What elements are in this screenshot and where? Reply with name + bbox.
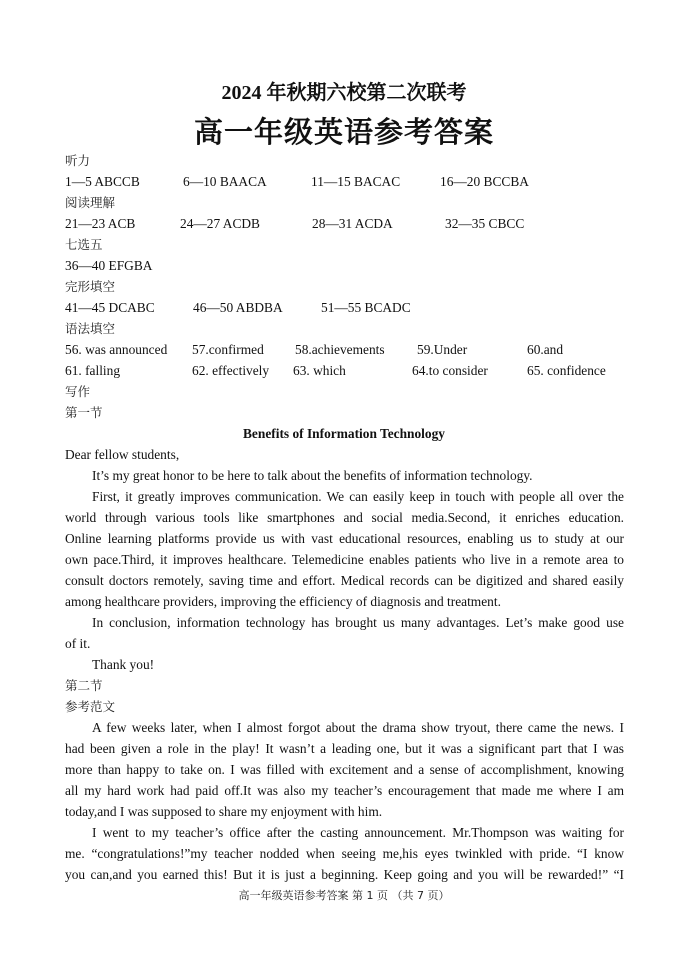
answer: 60.and: [527, 342, 564, 357]
heading-writing: 写作: [65, 384, 91, 399]
answer: 61. falling: [65, 363, 121, 378]
answer-group: 32—35 CBCC: [445, 216, 525, 231]
answer: 57.confirmed: [192, 342, 264, 357]
answer-group: 36—40 EFGBA: [65, 258, 153, 273]
text-line: me. “congratulations!”my teacher nodded when seeing me,his eyes twinkled with pride. “I know: [65, 846, 624, 861]
heading-listening: 听力: [65, 153, 91, 168]
text-line: today,and I was supposed to share my enjoyment with him.: [65, 804, 383, 819]
heading-reading: 阅读理解: [65, 195, 116, 210]
answer-group: 16—20 BCCBA: [440, 174, 529, 189]
text-line: world through various tools like smartphones and social media.Second, it enriches education.: [65, 510, 624, 525]
closing: Thank you!: [92, 657, 155, 672]
text-line: all my hard work had paid off.It was also my teacher’s encouragement that made me where I am: [65, 783, 624, 798]
text-line: own pace.Third, it improves healthcare. Telemedicine enables patients who live in a remote area to: [65, 552, 624, 567]
text-line: you can,and you earned this! But it is just a beginning. Keep going and you will be rewarded!” “I: [65, 867, 624, 882]
heading-cloze: 完形填空: [65, 279, 116, 294]
text-line: among healthcare providers, improving the efficiency of diagnosis and treatment.: [65, 594, 501, 609]
answer: 59.Under: [417, 342, 468, 357]
answer: 63. which: [293, 363, 346, 378]
answer-group: 11—15 BACAC: [311, 174, 401, 189]
text-line: A few weeks later, when I almost forgot about the drama show tryout, there came the news. I: [92, 720, 624, 735]
answer-group: 28—31 ACDA: [312, 216, 393, 231]
essay-1: [65, 444, 624, 675]
exam-title: 2024 年秋期六校第二次联考: [221, 82, 467, 104]
answer: 62. effectively: [192, 363, 270, 378]
essay-title: Benefits of Information Technology: [243, 426, 445, 441]
text-line: had been given a role in the play! It wasn’t a leading one, but it was a significant part that I was: [65, 741, 624, 756]
text-line: It’s my great honor to be here to talk about the benefits of information technology.: [92, 468, 533, 483]
page-footer: 高一年级英语参考答案 第 1 页 （共 7 页）: [238, 889, 450, 902]
text-line: Online learning platforms provide us with vast educational resources, enabling us to study at our: [65, 531, 624, 546]
heading-grammar: 语法填空: [65, 321, 116, 336]
heading-part1: 第一节: [65, 405, 103, 420]
text-line: First, it greatly improves communication. We can easily keep in touch with people all over the: [92, 489, 624, 504]
answer: 58.achievements: [295, 342, 385, 357]
answer-group: 21—23 ACB: [65, 216, 136, 231]
answer-group: 41—45 DCABC: [65, 300, 155, 315]
answer-group: 24—27 ACDB: [180, 216, 260, 231]
text-line: consult doctors remotely, saving time and effort. Medical records can be digitized and shared easily: [65, 573, 624, 588]
page-title: 高一年级英语参考答案: [193, 115, 494, 149]
answer: 56. was announced: [65, 342, 168, 357]
heading-sample: 参考范文: [65, 699, 116, 714]
answer-group: 1—5 ABCCB: [65, 174, 140, 189]
answer: 65. confidence: [527, 363, 606, 378]
essay-2: [65, 717, 624, 885]
heading-seven: 七选五: [65, 237, 103, 252]
answer: 64.to consider: [412, 363, 488, 378]
answer-group: 46—50 ABDBA: [193, 300, 283, 315]
text-line: In conclusion, information technology has brought us many advantages. Let’s make good use: [92, 615, 624, 630]
text-line: more than happy to take on. I was filled with excitement and a sense of accomplishment, knowing: [65, 762, 624, 777]
text-line: I went to my teacher’s office after the casting announcement. Mr.Thompson was waiting for: [92, 825, 624, 840]
answer-group: 6—10 BAACA: [183, 174, 267, 189]
text-line: of it.: [65, 636, 91, 651]
salutation: Dear fellow students,: [65, 447, 180, 462]
answer-group: 51—55 BCADC: [321, 300, 411, 315]
heading-part2: 第二节: [65, 678, 103, 693]
